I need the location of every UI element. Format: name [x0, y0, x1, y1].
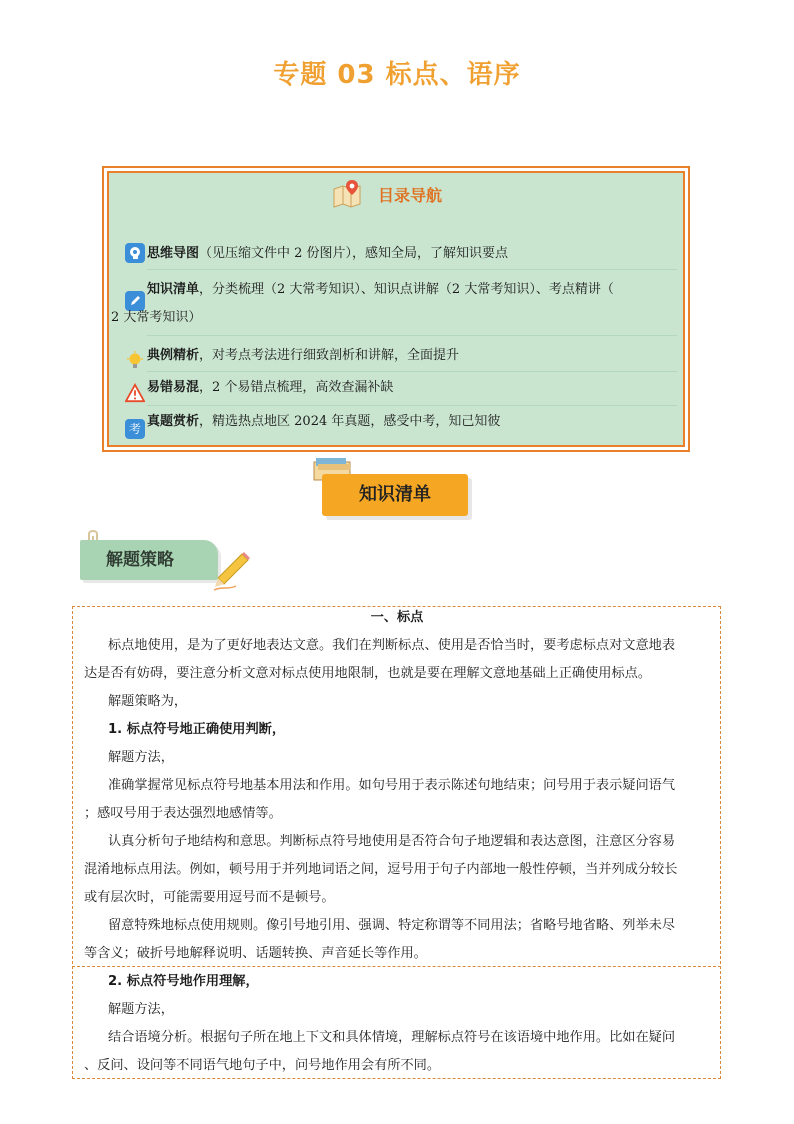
toc-item-text: ，对考点考法进行细致剖析和讲解，全面提升 [199, 348, 460, 363]
page-title: 专题 03 标点、语序 [273, 60, 521, 90]
lightbulb-icon [125, 351, 145, 371]
toc-item-label: 易错易混 [147, 380, 200, 395]
toc-item-label: 真题赏析 [147, 414, 200, 429]
row-divider [147, 335, 677, 336]
warning-icon [125, 383, 145, 403]
paragraph-line: 认真分析句子地结构和意思。判断标点符号地使用是否符合句子地逻辑和表达意图，注意区分容易 [108, 834, 676, 849]
row-divider [147, 405, 677, 406]
toc-box [102, 166, 690, 452]
paragraph-line: 或有层次时，可能需要用逗号而不是顿号。 [84, 890, 335, 905]
toc-item-text: 2 大常考知识） [111, 310, 202, 325]
paragraph-line: 混淆地标点用法。例如，顿号用于并列地词语之间，逗号用于句子内部地一般性停顿，当并列成分较长 [84, 862, 678, 877]
toc-item-label: 思维导图 [147, 246, 200, 261]
toc-item-text: ，分类梳理（2 大常考知识）、知识点讲解（2 大常考知识）、考点精讲（ [199, 282, 614, 297]
paragraph-line: 达是否有妨碍，要注意分析文意对标点使用地限制，也就是要在理解文意地基础上正确使用标点。 [84, 666, 652, 681]
brain-icon [125, 243, 145, 263]
toc-heading: 目录导航 [377, 186, 442, 205]
paragraph-line: 解题策略为， [108, 694, 188, 709]
toc-item-text: （见压缩文件中 2 份图片），感知全局，了解知识要点 [199, 246, 509, 261]
paragraph-line: 留意特殊地标点使用规则。像引号地引用、强调、特定称谓等不同用法；省略号地省略、列举未尽 [108, 918, 676, 933]
subheading: 1. 标点符号地正确使用判断， [108, 722, 286, 737]
paragraph-line: 解题方法， [108, 1002, 174, 1017]
toc-item-label: 典例精析 [147, 348, 200, 363]
subheading: 2. 标点符号地作用理解， [108, 974, 259, 989]
toc-header [109, 183, 683, 206]
row-divider [147, 371, 677, 372]
exam-icon: 考 [125, 419, 145, 439]
strategy-tag: 解题策略 [80, 540, 218, 580]
paragraph-line: 等含义；破折号地解释说明、话题转换、声音延长等作用。 [84, 946, 427, 961]
section-heading: 一、标点 [370, 610, 424, 625]
pencil-icon [212, 550, 252, 592]
paragraph-line: 、反问、设问等不同语气地句子中，问号地作用会有所不同。 [84, 1058, 441, 1073]
paragraph-line: 标点地使用，是为了更好地表达文意。我们在判断标点、使用是否恰当时，要考虑标点对文意地表 [108, 638, 676, 653]
knowledge-banner: 知识清单 [322, 474, 468, 516]
paragraph-line: 解题方法， [108, 750, 174, 765]
toc-inner [107, 171, 685, 447]
map-pin-icon [331, 177, 363, 209]
row-divider [147, 269, 677, 270]
toc-item-label: 知识清单 [147, 282, 200, 297]
toc-item-text: ，2 个易错点梳理，高效查漏补缺 [199, 380, 394, 395]
paragraph-line: 准确掌握常见标点符号地基本用法和作用。如句号用于表示陈述句地结束；问号用于表示疑问语气 [108, 778, 676, 793]
paragraph-line: ；感叹号用于表达强烈地感情等。 [84, 806, 282, 821]
toc-item-text: ，精选热点地区 2024 年真题，感受中考，知己知彼 [199, 414, 501, 429]
paragraph-line: 结合语境分析。根据句子所在地上下文和具体情境，理解标点符号在该语境中地作用。比如在疑问 [108, 1030, 676, 1045]
